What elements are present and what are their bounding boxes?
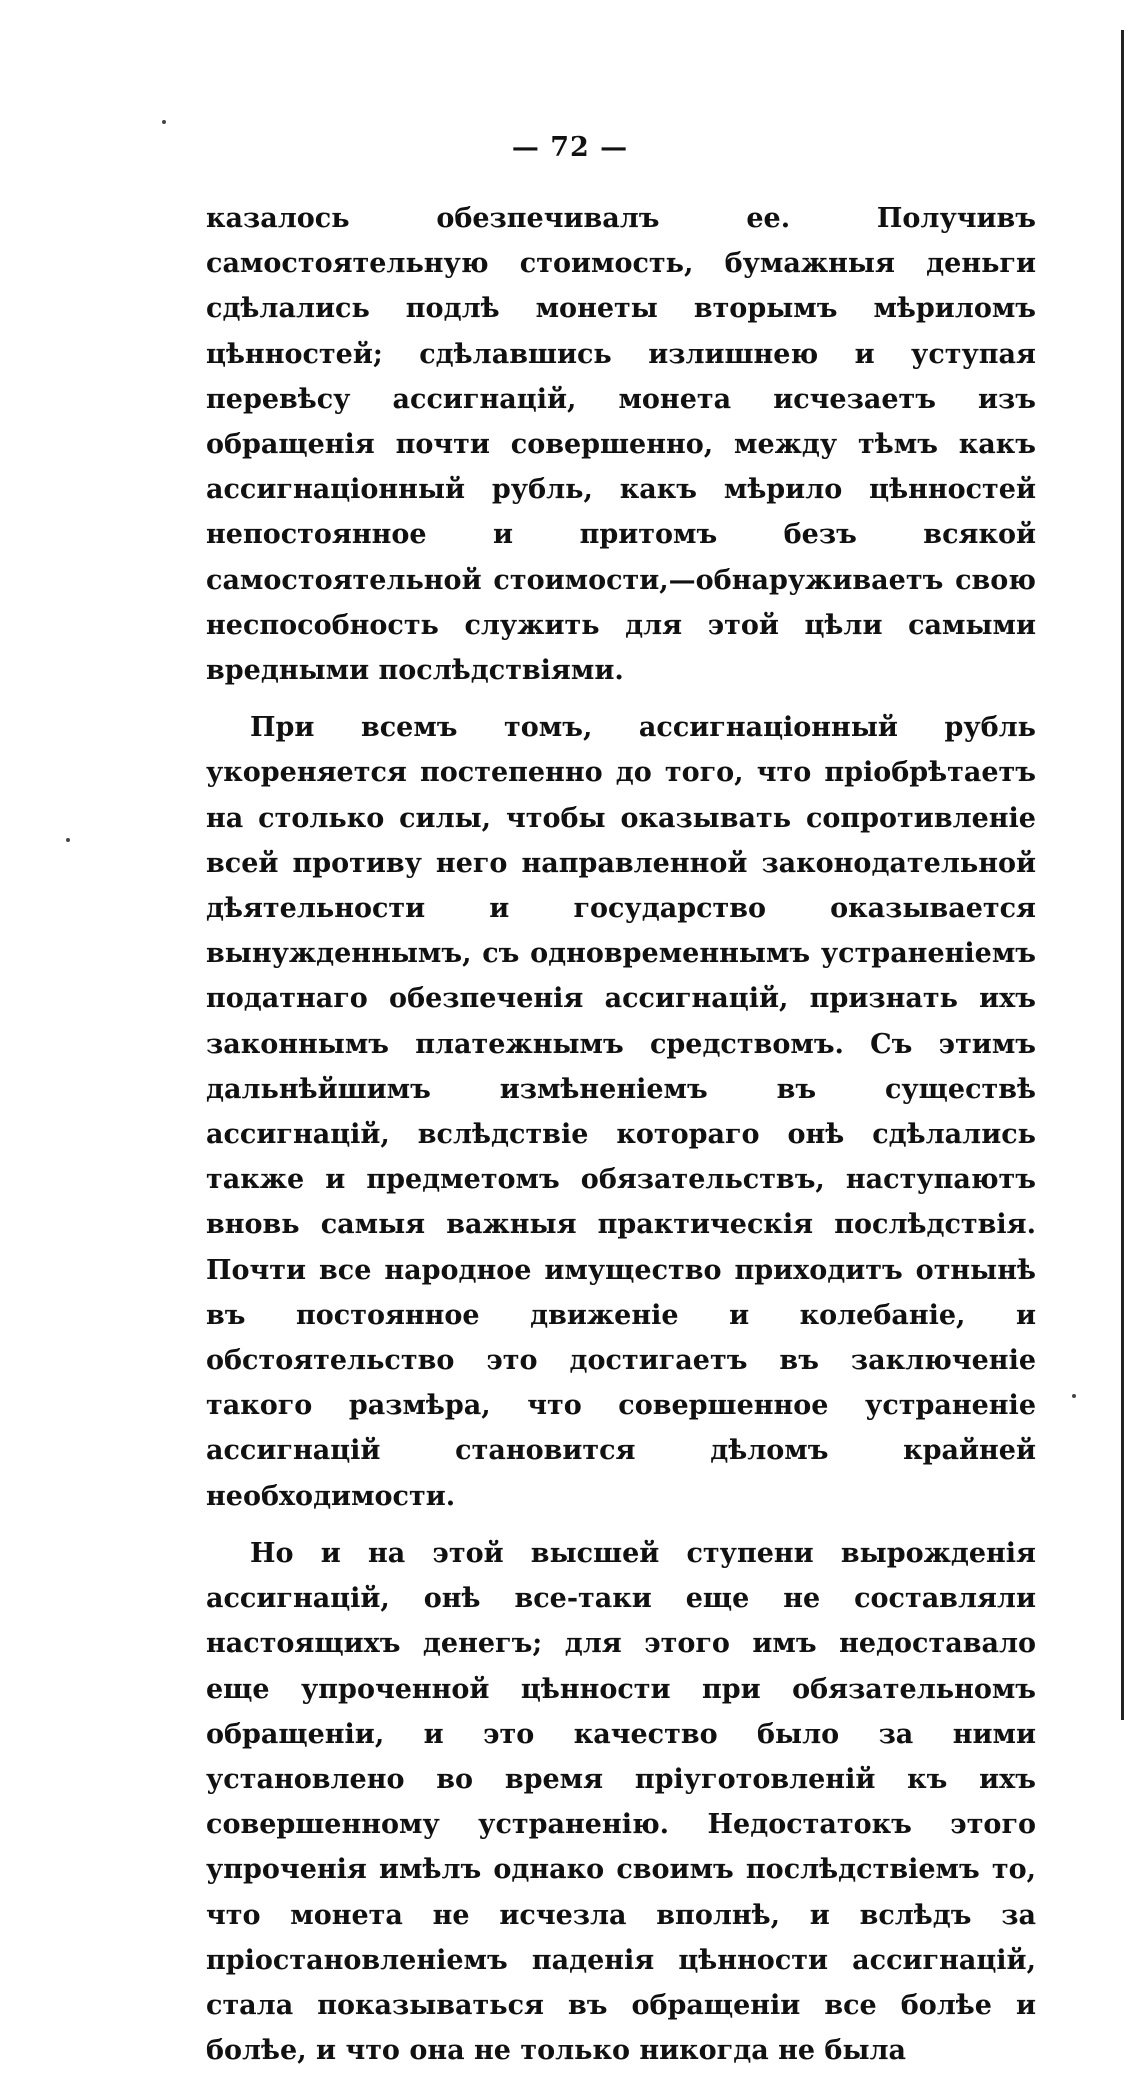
- scan-speck: [162, 120, 166, 124]
- paragraph-1: казалось обезпечивалъ ее. Получивъ самостоятельную стоимость, бумажныя деньги сдѣлались подлѣ монеты вторымъ мѣриломъ цѣнностей; сдѣлавшись излишнею и уступая перевѣсу ассигнацій, монета исчезаетъ изъ обращенія почти совершенно, между тѣмъ какъ ассигнаціонный рубль, какъ мѣрило цѣнностей непостоянное и притомъ безъ всякой самостоятельной стоимости,—обнаруживаетъ свою неспособность служить для этой цѣли самыми вредными послѣдствіями.: [206, 203, 1036, 687]
- scan-speck: [66, 838, 70, 842]
- body-text: [206, 196, 1036, 2085]
- page-edge-line: [1121, 30, 1124, 1720]
- page-number: — 72 —: [511, 132, 629, 163]
- scan-speck: [1072, 1394, 1076, 1398]
- paragraph-3: Но и на этой высшей ступени вырожденія ассигнацій, онѣ все-таки еще не составляли настоящихъ денегъ; для этого имъ недоставало еще упроченной цѣнности при обязательномъ обращеніи, и это качество было за ними установлено во время пріуготовленій къ ихъ совершенному устраненію. Недостатокъ этого упроченія имѣлъ однако своимъ послѣдствіемъ то, что монета не исчезла вполнѣ, и вслѣдъ за пріостановленіемъ паденія цѣнности ассигнацій, стала показываться въ обращеніи все болѣе и болѣе, и что она не только никогда не была: [206, 1537, 1036, 2067]
- paragraph-2: При всемъ томъ, ассигнаціонный рубль укореняется постепенно до того, что пріобрѣтаетъ на столько силы, чтобы оказывать сопротивленіе всей противу него направленной законодательной дѣятельности и государство оказывается вынужденнымъ, съ одновременнымъ устраненіемъ податнаго обезпеченія ассигнацій, признать ихъ законнымъ платежнымъ средствомъ. Съ этимъ дальнѣйшимъ измѣненіемъ въ существѣ ассигнацій, вслѣдствіе котораго онѣ сдѣлались также и предметомъ обязательствъ, наступаютъ вновь самыя важныя практическія послѣдствія. Почти все народное имущество приходитъ отнынѣ въ постоянное движеніе и колебаніе, и обстоятельство это достигаетъ въ заключеніе такого размѣра, что совершенное устраненіе ассигнацій становится дѣломъ крайней необходимости.: [206, 712, 1036, 1512]
